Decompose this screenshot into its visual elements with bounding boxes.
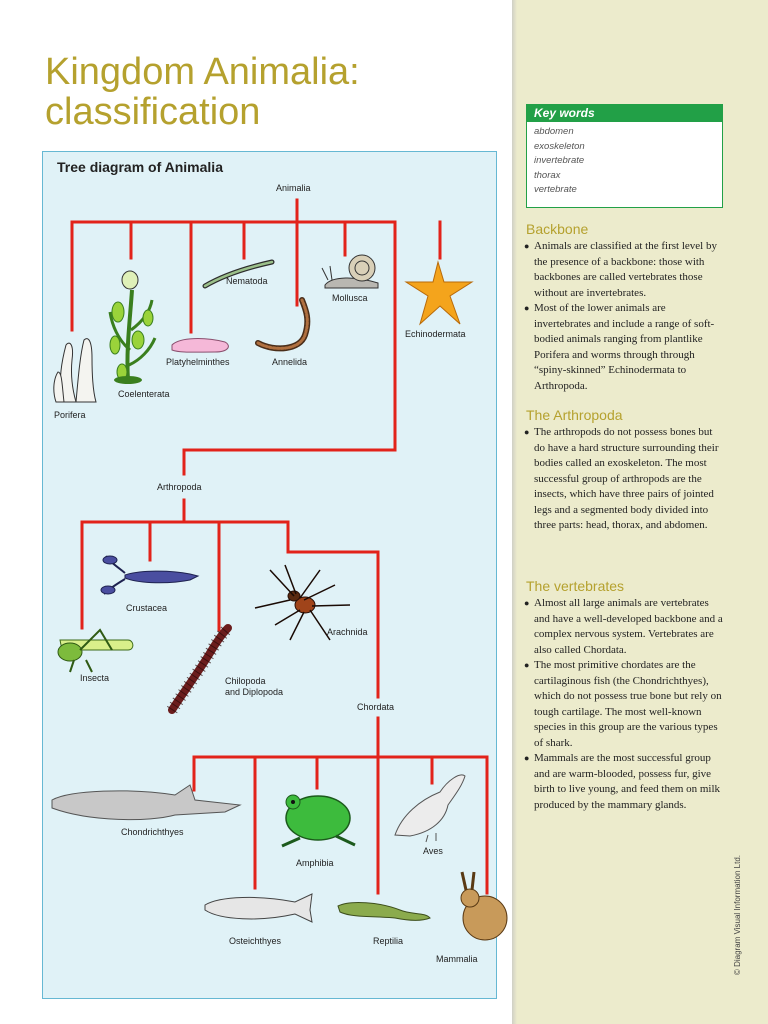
key-word-item: exoskeleton [534,140,585,152]
backbone-heading: Backbone [526,221,589,237]
key-words-list [527,125,722,198]
arthropoda-body [524,425,724,534]
bullet-text: The most primitive chordates are the cartilaginous fish (the Chondrichthyes), which do not possess true bone but rely on tough cartilage. The most well-known species in this group are the various types of shark. [534,659,722,749]
platyhelminthes-illustration [172,339,228,353]
label-coelenterata: Coelenterata [118,389,170,399]
backbone-body [524,239,724,394]
label-arthropoda: Arthropoda [157,482,202,492]
key-word-item: invertebrate [534,155,585,166]
label-mammalia: Mammalia [436,954,478,964]
bullet-text: Almost all large animals are vertebrates and have a well-developed backbone and a complex nervous system. Vertebrates are also called Chordata. [534,597,723,656]
key-word-item: abdomen [534,126,574,137]
label-animalia: Animalia [276,183,311,193]
bullet-text: Animals are classified at the first level by the presence of a backbone: those with backbones are called vertebrates those without are invertebrates. [534,240,717,299]
label-amphibia: Amphibia [296,858,334,868]
label-mollusca: Mollusca [332,293,368,303]
page-title: Kingdom Animalia: classification [45,51,360,133]
osteichthyes-illustration [205,894,312,922]
vertebrates-bullet-1: ● Almost all large animals are vertebrates and have a well-developed backbone and a complex nervous system. Vertebrates are also called Chordata. [524,596,724,658]
copyright-notice: © Diagram Visual Information Ltd. [733,854,742,975]
branch-animalia [72,200,440,450]
label-chilopoda-line1: Chilopoda [225,676,266,686]
label-aves: Aves [423,846,443,856]
vertebrates-bullet-2: ● The most primitive chordates are the cartilaginous fish (the Chondrichthyes), which do not possess true bone but rely on tough cartilage. The most well-known species in this group are the various types of shark. [524,658,724,751]
echinodermata-illustration [406,262,472,324]
label-platyhelminthes: Platyhelminthes [166,357,230,367]
label-porifera: Porifera [54,410,86,420]
coelenterata-illustration [110,271,155,384]
backbone-bullet-1: ● Animals are classified at the first level by the presence of a backbone: those with backbones are called vertebrates those without are invertebrates. [524,239,724,301]
key-word-item: thorax [534,169,561,181]
key-words-box [526,104,723,208]
bullet-text: Most of the lower animals are invertebrates and include a range of soft-bodied animals ranging from plantlike Porifera and worms through through “spiny-skinned” Echinodermata to Arthropoda. [534,302,715,392]
mammalia-illustration [461,872,507,940]
reptilia-illustration [338,903,430,921]
label-echinodermata: Echinodermata [405,329,466,339]
key-word-item: vertebrate [534,184,577,195]
branch-chordata [194,552,487,893]
vertebrates-bullet-3: ● Mammals are the most successful group and are warm-blooded, possess fur, give birth to live young, and feed them on milk produced by the mammary glands. [524,751,724,813]
bullet-text: Mammals are the most successful group and are warm-blooded, possess fur, give birth to live young, and feed them on milk produced by the mammary glands. [534,752,721,811]
label-chilopoda-line2: and Diplopoda [225,687,284,697]
vertebrates-heading: The vertebrates [526,578,625,594]
bullet-text: The arthropods do not possess bones but do have a hard structure surrounding their bodies called an exoskeleton. The most successful group of arthropods are the insects, which have three pairs of jointed legs and a segmented body divided into three parts: head, thorax, and abdomen. [534,426,719,531]
label-arachnida: Arachnida [327,627,368,637]
tree-diagram-title: Tree diagram of Animalia [57,159,223,175]
key-words-header: Key words [527,105,722,122]
porifera-illustration [54,339,96,402]
mollusca-illustration [322,255,378,288]
label-chordata: Chordata [357,702,395,712]
arthropoda-heading: The Arthropoda [526,407,623,423]
label-chilopoda [225,676,283,698]
vertebrates-body [524,596,724,813]
aves-illustration [395,775,465,842]
crustacea-illustration [101,556,198,594]
label-annelida: Annelida [272,357,308,367]
backbone-bullet-2: ● Most of the lower animals are invertebrates and include a range of soft-bodied animals ranging from plantlike Porifera and worms through through “spiny-skinned” Echinodermata to Arthropoda. [524,301,724,394]
insecta-illustration [58,630,133,672]
amphibia-illustration [282,795,355,846]
sidebar-fold-shadow [512,0,517,1024]
label-reptilia: Reptilia [373,936,404,946]
label-nematoda: Nematoda [226,276,268,286]
label-insecta: Insecta [80,673,110,683]
label-osteichthyes: Osteichthyes [229,936,282,946]
label-chondrichthyes: Chondrichthyes [121,827,184,837]
arthropoda-bullet-1: ● The arthropods do not possess bones but do have a hard structure surrounding their bodies called an exoskeleton. The most successful group of arthropods are the insects, which have three pairs of jointed legs and a segmented body divided into three parts: head, thorax, and abdomen. [524,425,724,534]
chondrichthyes-illustration [52,785,240,820]
label-crustacea: Crustacea [126,603,168,613]
